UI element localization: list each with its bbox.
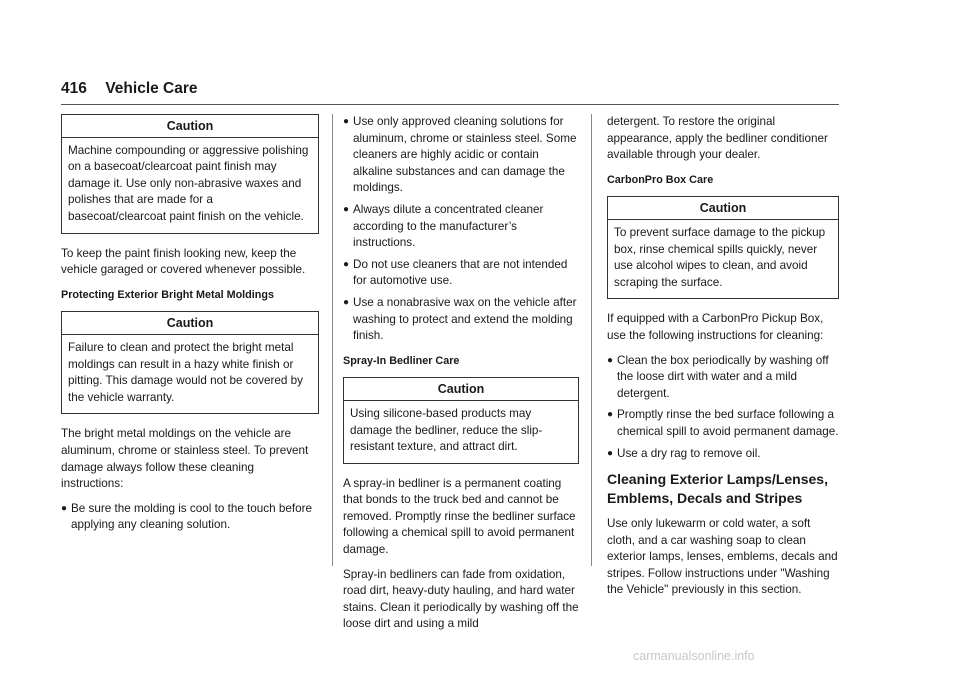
list-item	[343, 202, 579, 252]
caution-text: Using silicone-based products may damage the bedliner, reduce the slip-resistant texture, and attract dirt.	[350, 406, 543, 454]
bullet-icon: ●	[343, 296, 350, 308]
bullet-icon: ●	[343, 116, 350, 127]
caution-title: Caution	[62, 312, 318, 335]
list-item-text: Always dilute a concentrated cleaner according to the manufacturer’s instructions.	[353, 202, 544, 250]
caution-box	[61, 114, 319, 234]
list-item-text: Do not use cleaners that are not intended for automotive use.	[353, 257, 568, 288]
paragraph: The bright metal moldings on the vehicle are aluminum, chrome or stainless steel. To prevent damage always follow these cleaning instructions:	[61, 427, 309, 491]
bullet-icon: ●	[61, 502, 68, 514]
column-divider	[332, 114, 333, 566]
list-item-text: Clean the box periodically by washing off the loose dirt with water and a mild detergent.	[617, 353, 829, 400]
subheading: Protecting Exterior Bright Metal Moldings	[61, 288, 274, 301]
list-item-text: Use a dry rag to remove oil.	[617, 446, 761, 460]
list-item-text: Use only approved cleaning solutions for aluminum, chrome or stainless steel. Some cleaners are highly acidic or contain alkaline substances and can damage the moldings.	[353, 115, 577, 195]
column-1	[61, 114, 319, 542]
list-item	[607, 407, 839, 440]
header-rule	[61, 104, 839, 105]
list-item	[607, 446, 839, 463]
list-item	[343, 114, 579, 197]
list-item	[61, 501, 319, 534]
subheading: Spray-In Bedliner Care	[343, 354, 460, 367]
paragraph: Spray-in bedliners can fade from oxidation, road dirt, heavy-duty hauling, and hard water stains. Clean it periodically by washing off the loose dirt and using a mild	[343, 567, 579, 631]
bullet-icon: ●	[607, 409, 614, 421]
watermark: carmanualsonline.info	[633, 649, 755, 663]
bullet-icon: ●	[607, 354, 614, 366]
list-item	[343, 295, 579, 345]
bullet-list	[343, 114, 579, 345]
page-header	[61, 80, 839, 102]
list-item-text: Promptly rinse the bed surface following a chemical spill to avoid permanent damage.	[617, 408, 839, 438]
column-2	[343, 114, 579, 641]
section-title: Vehicle Care	[105, 80, 198, 97]
paragraph: detergent. To restore the original appearance, apply the bedliner conditioner available through your dealer.	[607, 115, 828, 162]
bullet-list	[61, 501, 319, 534]
bullet-icon: ●	[343, 258, 350, 270]
caution-title: Caution	[608, 197, 838, 220]
caution-title: Caution	[344, 378, 578, 401]
bullet-list	[607, 353, 839, 463]
bullet-icon: ●	[343, 203, 350, 215]
paragraph: A spray-in bedliner is a permanent coating that bonds to the truck bed and cannot be removed. Promptly rinse the bedliner surface following a chemical spill to avoid permanent damage.	[343, 476, 576, 557]
bullet-icon: ●	[607, 447, 614, 459]
caution-text: Failure to clean and protect the bright metal moldings can result in a hazy white finish or pitting. This damage would not be covered by the vehicle warranty.	[68, 340, 303, 404]
caution-box	[343, 377, 579, 463]
column-3	[607, 114, 839, 607]
column-divider	[591, 114, 592, 566]
section-heading: Cleaning Exterior Lamps/Lenses, Emblems, Decals and Stripes	[607, 471, 828, 507]
paragraph: To keep the paint finish looking new, keep the vehicle garaged or covered whenever possible.	[61, 246, 306, 277]
page-number: 416	[61, 80, 87, 97]
caution-title: Caution	[62, 115, 318, 138]
list-item	[607, 353, 839, 403]
caution-text: Machine compounding or aggressive polishing on a basecoat/clearcoat paint finish may damage it. Use only non-abrasive waxes and polishes that are made for a basecoat/clearcoat paint finish on the vehicle.	[68, 143, 309, 223]
list-item-text: Be sure the molding is cool to the touch before applying any cleaning solution.	[71, 501, 313, 532]
subheading: CarbonPro Box Care	[607, 173, 714, 186]
paragraph: Use only lukewarm or cold water, a soft cloth, and a car washing soap to clean exterior lamps, lenses, emblems, decals and stripes. Follow instructions under "Washing the Vehicle" previously in this section.	[607, 517, 838, 597]
list-item-text: Use a nonabrasive wax on the vehicle after washing to protect and extend the molding finish.	[353, 295, 577, 343]
list-item	[343, 257, 579, 290]
caution-box	[607, 196, 839, 299]
caution-box	[61, 311, 319, 414]
caution-text: To prevent surface damage to the pickup box, rinse chemical spills quickly, never use alcohol wipes to clean, and avoid scraping the surface.	[614, 225, 826, 289]
paragraph: If equipped with a CarbonPro Pickup Box, use the following instructions for cleaning:	[607, 312, 824, 342]
